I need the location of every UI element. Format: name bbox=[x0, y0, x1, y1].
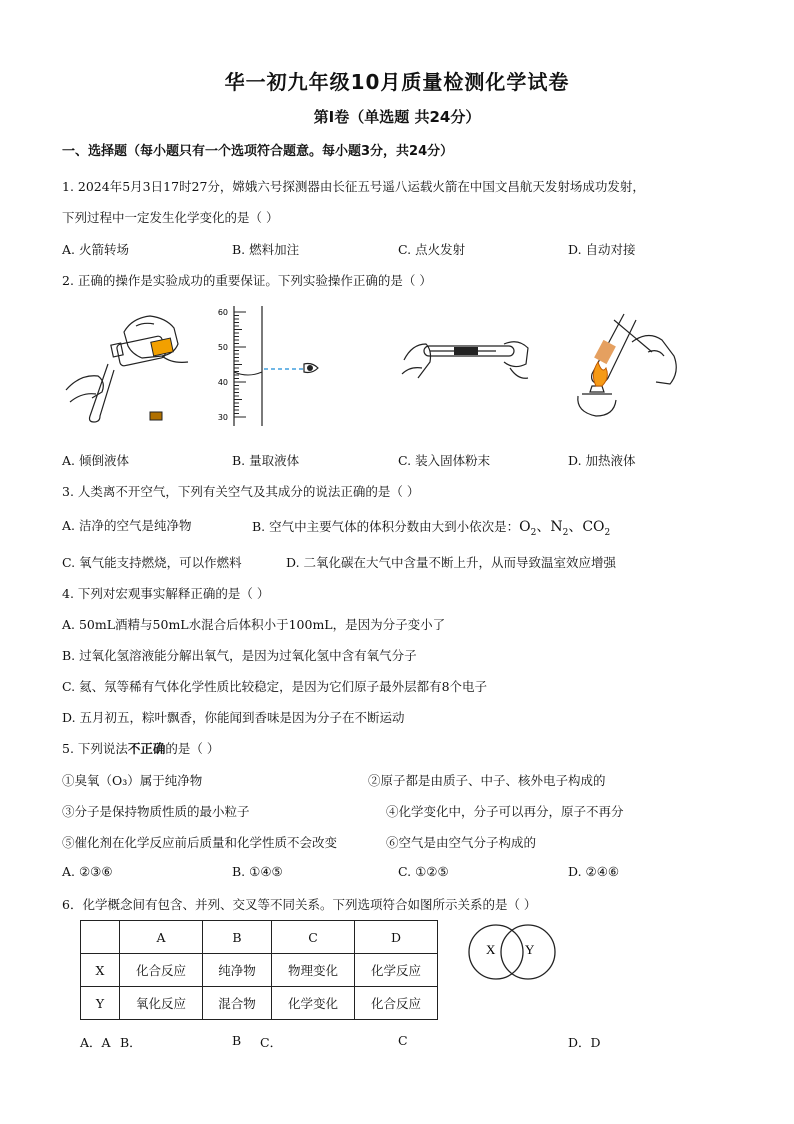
table-cell: C bbox=[272, 921, 355, 954]
table-cell: 混合物 bbox=[203, 987, 272, 1020]
table-cell: 化学反应 bbox=[355, 954, 438, 987]
q2-option-a: A. 倾倒液体 bbox=[62, 453, 129, 468]
q5-emphasis: 不正确 bbox=[127, 741, 166, 756]
q3-option-a: A. 洁净的空气是纯净物 bbox=[62, 518, 192, 533]
q4-option-d: D. 五月初五，粽叶飘香，你能闻到香味是因为分子在不断运动 bbox=[62, 710, 405, 725]
q5-option-b: B. ①④⑤ bbox=[232, 864, 283, 879]
q1-option-b: B. 燃料加注 bbox=[232, 242, 300, 257]
q5-item-3: ③分子是保持物质性质的最小粒子 bbox=[62, 804, 250, 819]
q6-option-d: D．D bbox=[568, 1035, 601, 1050]
venn-diagram bbox=[464, 922, 564, 982]
cylinder-tick-40: 40 bbox=[217, 378, 228, 387]
table-cell: 纯净物 bbox=[203, 954, 272, 987]
q5-option-d: D. ②④⑥ bbox=[568, 864, 620, 879]
q5-item-4: ④化学变化中，分子可以再分，原子不再分 bbox=[386, 804, 624, 819]
table-cell: B bbox=[203, 921, 272, 954]
table-cell: X bbox=[81, 954, 120, 987]
table-cell: D bbox=[355, 921, 438, 954]
q5-item-5: ⑤催化剂在化学反应前后质量和化学性质不会改变 bbox=[62, 835, 338, 850]
q4-option-b: B. 过氧化氢溶液能分解出氧气，是因为过氧化氢中含有氧气分子 bbox=[62, 648, 417, 663]
q5-item-6: ⑥空气是由空气分子构成的 bbox=[386, 835, 537, 850]
cylinder-tick-50: 50 bbox=[217, 343, 228, 352]
q3-option-b bbox=[252, 516, 610, 538]
q6-stem: 6．化学概念间有包含、并列、交叉等不同关系。下列选项符合如图所示关系的是（ ） bbox=[62, 897, 537, 912]
q6-option-a: A．A bbox=[80, 1035, 111, 1050]
q5-option-a: A. ②③⑥ bbox=[62, 864, 113, 879]
q1-option-c: C. 点火发射 bbox=[398, 242, 466, 257]
q1-option-d: D. 自动对接 bbox=[568, 242, 636, 257]
q5-option-c: C. ①②⑤ bbox=[398, 864, 449, 879]
table-row bbox=[81, 987, 438, 1020]
solid-powder-figure bbox=[400, 318, 532, 398]
q6-option-c-label: C． bbox=[260, 1035, 283, 1050]
q6-option-b-value: B bbox=[232, 1033, 242, 1048]
q3-stem: 3. 人类离不开空气，下列有关空气及其成分的说法正确的是（ ） bbox=[62, 484, 420, 499]
q6-option-b-label: B． bbox=[120, 1035, 142, 1050]
venn-label-x: X bbox=[486, 942, 496, 957]
q2-option-b: B. 量取液体 bbox=[232, 453, 300, 468]
page-title: 华一初九年级10月质量检测化学试卷 bbox=[224, 70, 570, 94]
q4-option-c: C. 氦、氖等稀有气体化学性质比较稳定，是因为它们原子最外层都有8个电子 bbox=[62, 679, 488, 694]
q5-item-1: ①臭氧（O₃）属于纯净物 bbox=[62, 773, 203, 788]
q3-formula-o2: $O_2$、$N_2$、$CO_2$ bbox=[519, 519, 611, 538]
q2-option-c: C. 装入固体粉末 bbox=[398, 453, 491, 468]
q6-table bbox=[80, 920, 438, 1020]
q4-option-a: A. 50mL酒精与50mL水混合后体积小于100mL，是因为分子变小了 bbox=[62, 617, 446, 632]
q3-option-b-text: B. 空气中主要气体的体积分数由大到小依次是： bbox=[252, 519, 520, 534]
q4-stem: 4. 下列对宏观事实解释正确的是（ ） bbox=[62, 586, 270, 601]
pouring-liquid-figure bbox=[62, 304, 192, 424]
page-subtitle: 第Ⅰ卷（单选题 共24分） bbox=[313, 108, 481, 126]
q3-option-d: D. 二氧化碳在大气中含量不断上升，从而导致温室效应增强 bbox=[286, 555, 617, 570]
q1-stem-line1: 1. 2024年5月3日17时27分，嫦娥六号探测器由长征五号遥八运载火箭在中国文昌航天发射场成功发射， bbox=[62, 179, 645, 194]
q1-stem-line2: 下列过程中一定发生化学变化的是（ ） bbox=[62, 210, 279, 225]
table-cell: 化合反应 bbox=[120, 954, 203, 987]
q1-option-a: A. 火箭转场 bbox=[62, 242, 129, 257]
q2-stem: 2. 正确的操作是实验成功的重要保证。下列实验操作正确的是（ ） bbox=[62, 273, 432, 288]
table-header-row bbox=[81, 921, 438, 954]
table-cell: 物理变化 bbox=[272, 954, 355, 987]
table-cell: A bbox=[120, 921, 203, 954]
table-cell: 氧化反应 bbox=[120, 987, 203, 1020]
section-heading: 一、选择题（每小题只有一个选项符合题意。每小题3分，共24分） bbox=[62, 144, 454, 159]
q5-item-2: ②原子都是由质子、中子、核外电子构成的 bbox=[368, 773, 606, 788]
table-cell: 化学变化 bbox=[272, 987, 355, 1020]
q3-option-c: C. 氧气能支持燃烧，可以作燃料 bbox=[62, 555, 242, 570]
venn-label-y: Y bbox=[525, 942, 535, 957]
q6-option-c-value: C bbox=[398, 1033, 408, 1048]
q5-stem: 5. 下列说法不正确的是（ ） bbox=[62, 741, 220, 756]
table-cell bbox=[81, 921, 120, 954]
table-cell: 化合反应 bbox=[355, 987, 438, 1020]
measuring-cylinder-figure bbox=[217, 302, 352, 430]
table-cell: Y bbox=[81, 987, 120, 1020]
heating-liquid-figure bbox=[562, 312, 682, 422]
cylinder-tick-30: 30 bbox=[217, 413, 228, 422]
table-row bbox=[81, 954, 438, 987]
cylinder-tick-60: 60 bbox=[217, 308, 228, 317]
q2-option-d: D. 加热液体 bbox=[568, 453, 636, 468]
